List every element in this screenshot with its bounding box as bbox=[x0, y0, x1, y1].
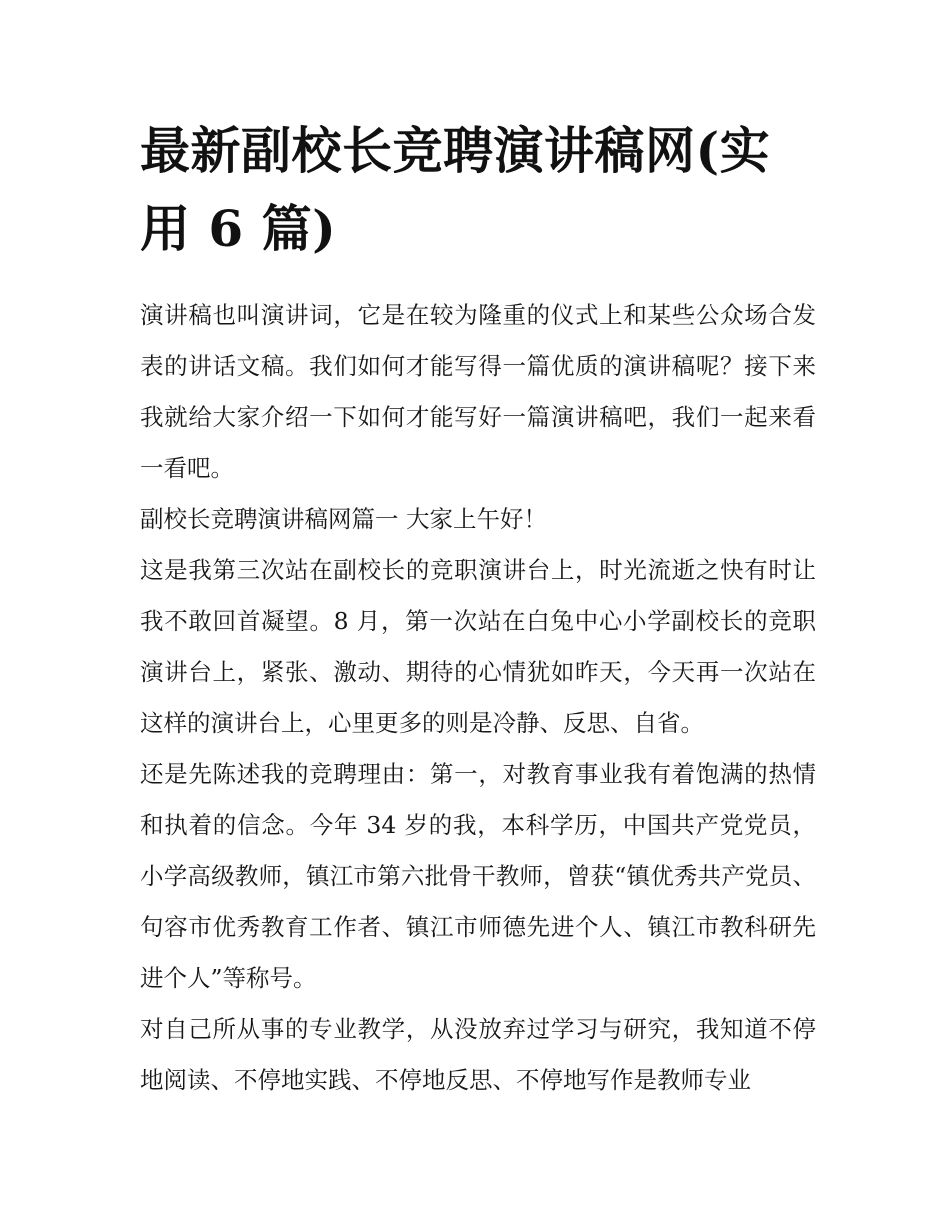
paragraph-intro: 演讲稿也叫演讲词，它是在较为隆重的仪式上和某些公众场合发表的讲话文稿。我们如何才能写得一篇优质的演讲稿呢？接下来我就给大家介绍一下如何才能写好一篇演讲稿吧，我们一起来看一看吧。 bbox=[140, 301, 816, 482]
document-page bbox=[140, 112, 816, 1106]
paragraph-reasons: 还是先陈述我的竞聘理由：第一，对教育事业我有着饱满的热情和执着的信念。今年 34 岁的我，本科学历，中国共产党党员，小学高级教师，镇江市第六批骨干教师，曾获“镇优秀共产党员、句容市优秀教育工作者、镇江市师德先进个人、镇江市教科研先进个人”等称号。 bbox=[140, 760, 816, 992]
paragraph-third-time: 这是我第三次站在副校长的竞职演讲台上，时光流逝之快有时让我不敢回首凝望。8 月，第一次站在白兔中心小学副校长的竞职演讲台上，紧张、激动、期待的心情犹如昨天，今天再一次站在这样的演讲台上，心里更多的则是冷静、反思、自省。 bbox=[140, 556, 816, 737]
paragraph-professional-study: 对自己所从事的专业教学，从没放弃过学习与研究，我知道不停地阅读、不停地实践、不停地反思、不停地写作是教师专业 bbox=[140, 1015, 816, 1094]
paragraph-section-heading: 副校长竞聘演讲稿网篇一 大家上午好！ bbox=[140, 505, 547, 533]
document-body bbox=[140, 290, 816, 1106]
document-title: 最新副校长竞聘演讲稿网(实用 6 篇) bbox=[140, 121, 771, 258]
